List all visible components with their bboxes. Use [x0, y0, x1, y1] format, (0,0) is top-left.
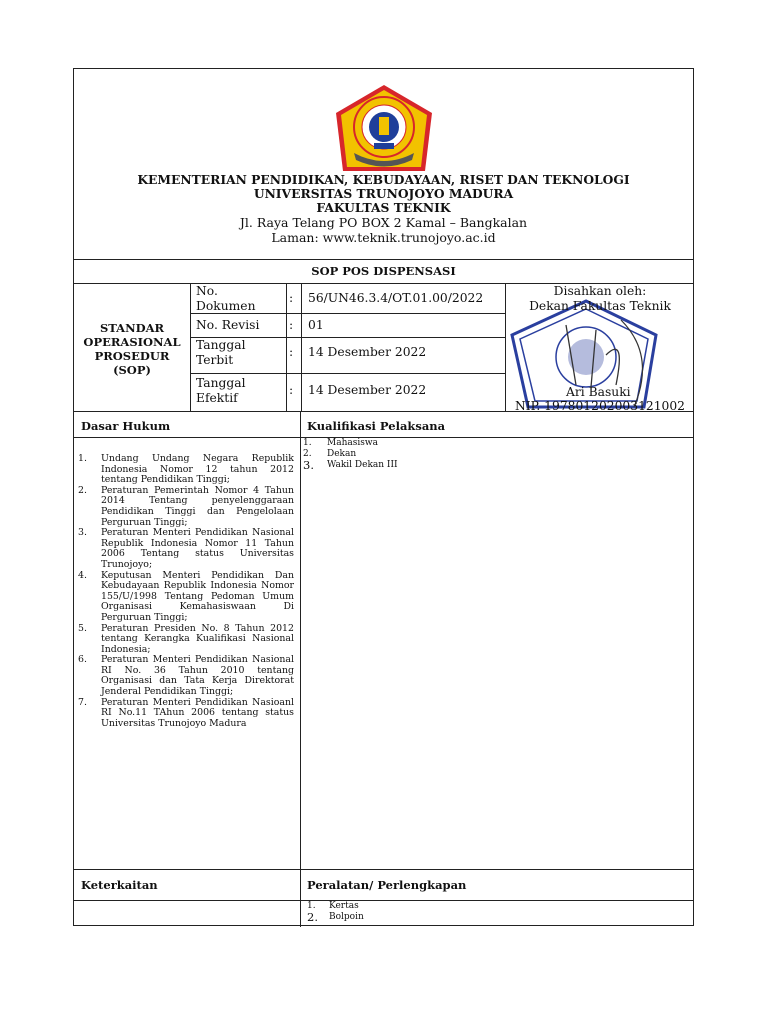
- qualification-list: [303, 438, 398, 471]
- list-item: 7. Peraturan Menteri Pendidikan Nasioanl RI No.11 TAhun 2006 tentang status Universitas Trunojoyo Madura: [78, 696, 294, 729]
- legal-basis-list: [78, 454, 294, 729]
- faculty-name: FAKULTAS TEKNIK: [316, 200, 451, 215]
- university-name: UNIVERSITAS TRUNOJOYO MADURA: [253, 186, 514, 201]
- list-item: 1. Undang Undang Negara Republik Indonesia Nomor 12 tahun 2012 tentang Pendidikan Tinggi;: [78, 453, 294, 486]
- section-peralatan: Peralatan/ Perlengkapan: [307, 878, 467, 892]
- meta-colon: :: [289, 345, 294, 359]
- meta-colon: :: [289, 318, 294, 332]
- list-item: 3. Peraturan Menteri Pendidikan Nasional Republik Indonesia Nomor 11 Tahun 2006 Tentang status Universitas Trunojoyo;: [78, 527, 294, 570]
- list-item: 2. Peraturan Pemerintah Nomor 4 Tahun 2014 Tentang penyelenggaraan Pendidikan Tinggi dan Pengelolaan Perguruan Tinggi;: [78, 484, 294, 528]
- meta-label-no-revisi: No. Revisi: [196, 318, 260, 332]
- meta-colon: :: [289, 291, 294, 305]
- sop-document: [73, 68, 694, 926]
- list-item: 4. Keputusan Menteri Pendidikan Dan Kebudayaan Republik Indonesia Nomor 155/U/1998 Tentang Pedoman Umum Organisasi Kemahasiswaan Di Perguruan Tinggi;: [78, 569, 294, 623]
- approval-by: Disahkan oleh:: [553, 284, 647, 298]
- list-item: 2. Dekan: [303, 449, 357, 459]
- list-item: 1. Mahasiswa: [303, 438, 378, 448]
- meta-value-tanggal-terbit: 14 Desember 2022: [308, 345, 427, 359]
- list-item: 5. Peraturan Presiden No. 8 Tahun 2012 tentang Kerangka Kualifikasi Nasional Indonesia;: [78, 622, 294, 655]
- address: Jl. Raya Telang PO BOX 2 Kamal – Bangkalan: [239, 215, 528, 230]
- sop-label: STANDAR OPERASIONAL PROSEDUR (SOP): [83, 321, 181, 377]
- meta-colon: :: [289, 383, 294, 397]
- university-logo-icon: [332, 83, 436, 177]
- approval-name: Ari Basuki: [566, 385, 631, 399]
- list-item: 1. Kertas: [307, 901, 359, 911]
- section-dasar-hukum: Dasar Hukum: [81, 419, 171, 433]
- equipment-list: [307, 901, 364, 925]
- approval-role: Dekan Fakultas Teknik: [529, 299, 671, 313]
- meta-label-tanggal-terbit: Tanggal Terbit: [196, 338, 246, 367]
- meta-value-tanggal-efektif: 14 Desember 2022: [308, 383, 427, 397]
- meta-label-no-dokumen: No. Dokumen: [196, 284, 256, 313]
- ministry-name: KEMENTERIAN PENDIDIKAN, KEBUDAYAAN, RISET DAN TEKNOLOGI: [137, 172, 630, 187]
- website: Laman: www.teknik.trunojoyo.ac.id: [271, 230, 496, 245]
- section-keterkaitan: Keterkaitan: [81, 878, 158, 892]
- sop-title: SOP POS DISPENSASI: [311, 264, 456, 278]
- meta-value-no-revisi: 01: [308, 318, 324, 332]
- list-item: 6. Peraturan Menteri Pendidikan Nasional RI No. 36 Tahun 2010 tentang Organisasi dan Tata Kerja Direktorat Jenderal Pendidikan Tinggi;: [78, 654, 294, 698]
- list-item: 2. Bolpoin: [307, 910, 364, 924]
- approval-nip: NIP. 197801202003121002: [514, 399, 686, 413]
- list-item: 3. Wakil Dekan III: [303, 458, 398, 472]
- meta-label-tanggal-efektif: Tanggal Efektif: [196, 376, 246, 405]
- section-kualifikasi-pelaksana: Kualifikasi Pelaksana: [307, 419, 446, 433]
- meta-value-no-dokumen: 56/UN46.3.4/OT.01.00/2022: [308, 291, 484, 305]
